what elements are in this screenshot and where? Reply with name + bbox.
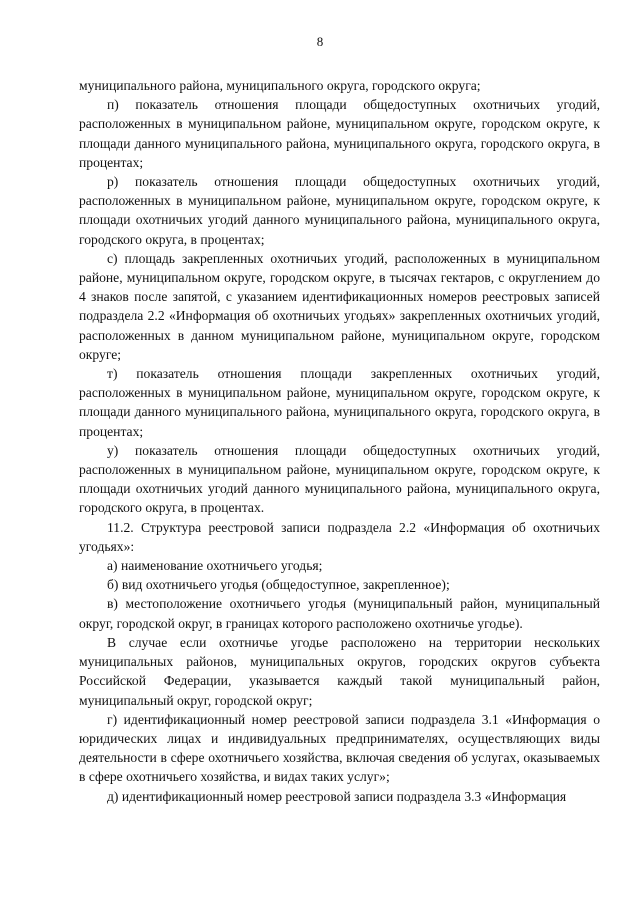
document-body: [79, 76, 600, 806]
paragraph-continuation: муниципального района, муниципального округа, городского округа;: [79, 78, 481, 93]
paragraph-item-a: а) наименование охотничьего угодья;: [107, 558, 323, 574]
paragraph-note: В случае если охотничье угодье расположено на территории нескольких муниципальных районов, муниципальных округов, городских округов субъекта Российской Федерации, указывается каждый такой муниципальный район, муниципальный округ, городской округ;: [79, 634, 600, 708]
page-number: 8: [316, 34, 324, 49]
paragraph-item-u: у) показатель отношения площади общедоступных охотничьих угодий, расположенных в муниципальном районе, муниципальном округе, городском округе, к площади охотничьих угодий данного муниципального района, муниципального округа, городского округа, в процентах.: [79, 442, 600, 516]
paragraph-item-v: в) местоположение охотничьего угодья (муниципальный район, муниципальный округ, городской округ, в границах которого расположено охотничье угодье).: [79, 596, 600, 631]
paragraph-item-s: с) площадь закрепленных охотничьих угодий, расположенных в муниципальном районе, муниципальном округе, городском округе, в тысячах гектаров, с округлением до 4 знаков после запятой, с указанием идентификационных номеров реестровых записей подраздела 2.2 «Информация об охотничьих угодьях» закрепленных охотничьих угодий, расположенных в данном муниципальном районе, муниципальном округе, городском округе;: [79, 250, 600, 362]
paragraph-item-g: г) идентификационный номер реестровой записи подраздела 3.1 «Информация о юридических лицах и индивидуальных предпринимателях, осуществляющих виды деятельности в сфере охотничьего хозяйства, включая сведения об услугах, оказываемых в сфере охотничьего хозяйства, и видах таких услуг»;: [79, 711, 600, 785]
paragraph-item-p: п) показатель отношения площади общедоступных охотничьих угодий, расположенных в муниципальном районе, муниципальном округе, городском округе, к площади данного муниципального района, муниципального округа, городского округа, в процентах;: [79, 97, 600, 170]
paragraph-item-b: б) вид охотничьего угодья (общедоступное, закрепленное);: [107, 577, 450, 593]
paragraph-section-11-2: 11.2. Структура реестровой записи подраздела 2.2 «Информация об охотничьих угодьях»:: [79, 519, 600, 554]
paragraph-item-r: р) показатель отношения площади общедоступных охотничьих угодий, расположенных в муниципальном районе, муниципальном округе, городском округе, к площади охотничьих угодий данного муниципального района, муниципального округа, городского округа, в процентах;: [79, 174, 600, 247]
paragraph-item-d: д) идентификационный номер реестровой записи подраздела 3.3 «Информация: [107, 788, 567, 804]
paragraph-item-t: т) показатель отношения площади закрепленных охотничьих угодий, расположенных в муниципальном районе, муниципальном округе, городском округе, к площади данного муниципального района, муниципального округа, городского округа, в процентах;: [79, 366, 600, 439]
